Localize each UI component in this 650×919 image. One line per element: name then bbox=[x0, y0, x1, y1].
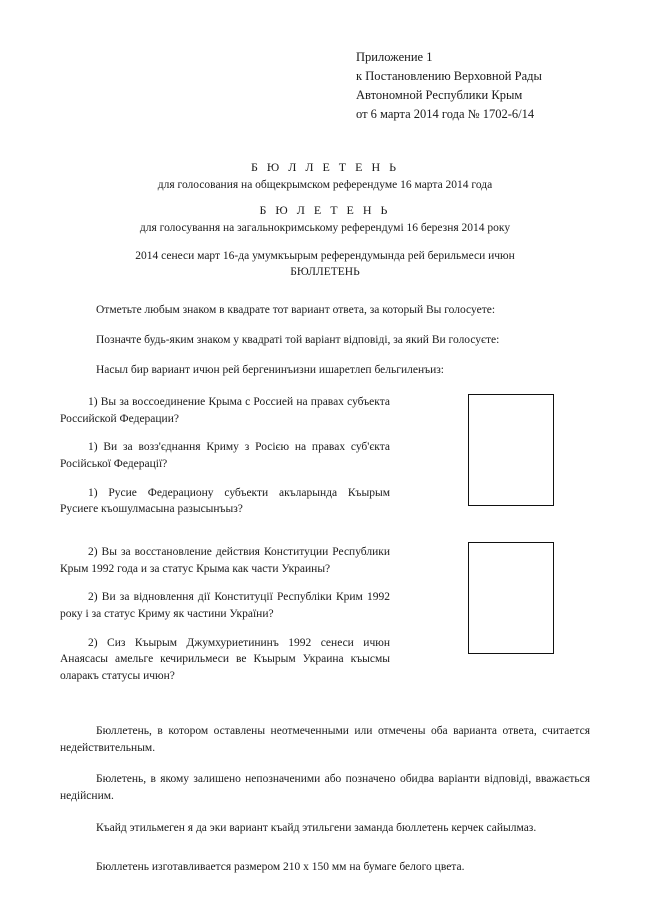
question-2-ukrainian: 2) Ви за відновлення дії Конституції Республіки Крим 1992 року і за статус Криму як частини України? bbox=[60, 591, 390, 621]
title-russian: Б Ю Л Л Е Т Е Н Ь bbox=[250, 160, 400, 174]
title-group bbox=[60, 160, 590, 278]
instruction-russian: Отметьте любым знаком в квадрате тот вариант ответа, за который Вы голосуете: bbox=[96, 304, 496, 316]
questions-block bbox=[60, 394, 590, 685]
closing-ukrainian: Бюлетень, в якому залишено непозначеними або позначено обидва варіанти відповіді, вважається недійсним. bbox=[60, 773, 590, 803]
question-2-crimean-tatar: 2) Сиз Къырым Джумхуриетининъ 1992 сенеси ичюн Анаясасы амельге кечирильмеси ве Къырым Украина къысмы оларакъ статусы ичюн? bbox=[60, 636, 390, 683]
instruction-ukrainian: Позначте будь-яким знаком у квадраті той варіант відповіді, за який Ви голосуєте: bbox=[96, 334, 500, 346]
instruction-crimean-tatar: Насыл бир вариант ичюн рей бергенинъизни ишаретлеп бельгиленъиз: bbox=[96, 364, 444, 376]
closing-russian: Бюллетень, в котором оставлены неотмеченными или отмечены оба варианта ответа, считается недействительным. bbox=[60, 724, 590, 754]
closing-block bbox=[60, 723, 590, 877]
header-line-3: Автономной Республики Крым bbox=[356, 88, 523, 102]
header-line-4: от 6 марта 2014 года № 1702-6/14 bbox=[356, 107, 535, 121]
subtitle-crimean-tatar: 2014 сенеси март 16-да умумкъырым референдумында рей берильмеси ичюн bbox=[135, 250, 515, 262]
question-1-ukrainian: 1) Ви за возз'єднання Криму з Росією на правах суб'єкта Російської Федерації? bbox=[60, 441, 390, 471]
subtitle-russian: для голосования на общекрымском референдуме 16 марта 2014 года bbox=[157, 179, 493, 191]
question-1-block bbox=[60, 394, 390, 518]
title-crimean-tatar: БЮЛЛЕТЕНЬ bbox=[290, 266, 360, 278]
question-1-crimean-tatar: 1) Русие Федерациону субъекти акъларында Къырым Русиеге къошулмасына разысынъыз? bbox=[60, 486, 390, 516]
checkbox-question-1[interactable] bbox=[468, 394, 554, 506]
question-2-block bbox=[60, 544, 390, 685]
question-2-russian: 2) Вы за восстановление действия Конституции Республики Крым 1992 года и за статус Крыма как части Украины? bbox=[60, 546, 390, 575]
footnote: Бюллетень изготавливается размером 210 х 150 мм на бумаге белого цвета. bbox=[96, 860, 465, 873]
header-line-2: к Постановлению Верховной Рады bbox=[356, 69, 542, 83]
closing-crimean-tatar: Къайд этильмеген я да эки вариант къайд этильгени заманда бюллетень керчек сайылмаз. bbox=[96, 821, 537, 834]
header-line-1: Приложение 1 bbox=[356, 50, 433, 64]
instructions-block bbox=[60, 304, 590, 376]
question-1-russian: 1) Вы за воссоединение Крыма с Россией на правах субъекта Российской Федерации? bbox=[60, 396, 390, 425]
checkbox-question-2[interactable] bbox=[468, 542, 554, 654]
title-ukrainian: Б Ю Л Е Т Е Н Ь bbox=[259, 203, 391, 217]
document-header bbox=[356, 48, 590, 124]
subtitle-ukrainian: для голосування на загальнокримському референдумі 16 березня 2014 року bbox=[139, 222, 511, 234]
